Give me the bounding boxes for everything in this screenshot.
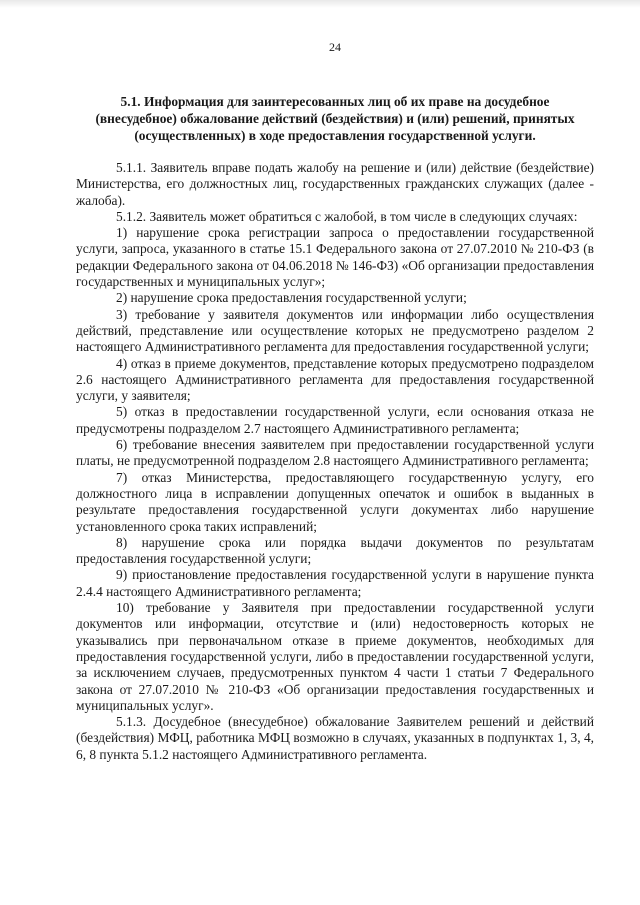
heading-line: 5.1. Информация для заинтересованных лиц об их праве на досудебное	[120, 94, 550, 109]
list-item-1: 1) нарушение срока регистрации запроса о предоставлении государственной услуги, запроса, указанного в статье 15.1 Федерального закона от 27.07.2010 № 210-ФЗ (в редакции Федерального закона от 04.06.2018 № 146-ФЗ) «Об организации предоставления государственных и муниципальных услуг»;	[76, 225, 594, 290]
section-heading	[76, 93, 594, 144]
heading-line: (осуществленных) в ходе предоставления государственной услуги.	[134, 128, 536, 143]
list-item-9: 9) приостановление предоставления государственной услуги в нарушение пункта 2.4.4 настоящего Административного регламента;	[76, 567, 594, 599]
scan-edge	[0, 0, 640, 8]
list-item-3: 3) требование у заявителя документов или информации либо осуществления действий, представление или осуществление которых не предусмотрено разделом 2 настоящего Административного регламента для предоставления государственной услуги;	[76, 306, 594, 355]
document-page	[76, 40, 594, 763]
list-item-6: 6) требование внесения заявителем при предоставлении государственной услуги платы, не предусмотренной подразделом 2.8 настоящего Административного регламента;	[76, 437, 594, 469]
list-item-10: 10) требование у Заявителя при предоставлении государственной услуги документов или информации, отсутствие и (или) недостоверность которых не указывались при первоначальном отказе в приеме документов, необходимых для предоставления государственной услуги, либо в предоставлении государственной услуги, за исключением случаев, предусмотренных пунктом 4 части 1 статьи 7 Федерального закона от 27.07.2010 № 210-ФЗ «Об организации предоставления государственных и муниципальных услуг».	[76, 600, 594, 713]
list-item-4: 4) отказ в приеме документов, представление которых предусмотрено подразделом 2.6 настоящего Административного регламента для предоставления государственной услуги, у заявителя;	[76, 355, 594, 404]
heading-line: (внесудебное) обжалование действий (бездействия) и (или) решений, принятых	[95, 111, 575, 126]
list-item-2: 2) нарушение срока предоставления государственной услуги;	[116, 290, 467, 306]
list-item-5: 5) отказ в предоставлении государственной услуги, если основания отказа не предусмотрены подразделом 2.7 настоящего Административного регламента;	[76, 404, 594, 436]
paragraph-5-1-1: 5.1.1. Заявитель вправе подать жалобу на решение и (или) действие (бездействие) Министерства, его должностных лиц, государственных гражданских служащих (далее - жалоба).	[76, 160, 594, 208]
paragraph-5-1-3: 5.1.3. Досудебное (внесудебное) обжалование Заявителем решений и действий (бездействия) МФЦ, работника МФЦ возможно в случаях, указанных в подпунктах 1, 3, 4, 6, 8 пункта 5.1.2 настоящего Административного регламента.	[76, 714, 594, 762]
list-item-7: 7) отказ Министерства, предоставляющего государственную услугу, его должностного лица в исправлении допущенных опечаток и ошибок в выданных в результате предоставления государственной услуги документах либо нарушение установленного срока таких исправлений;	[76, 469, 594, 534]
list-item-8: 8) нарушение срока или порядка выдачи документов по результатам предоставления государственной услуги;	[76, 534, 594, 567]
paragraph-5-1-2: 5.1.2. Заявитель может обратиться с жалобой, в том числе в следующих случаях:	[116, 208, 578, 224]
body-text	[76, 160, 594, 763]
page-number: 24	[329, 40, 341, 54]
